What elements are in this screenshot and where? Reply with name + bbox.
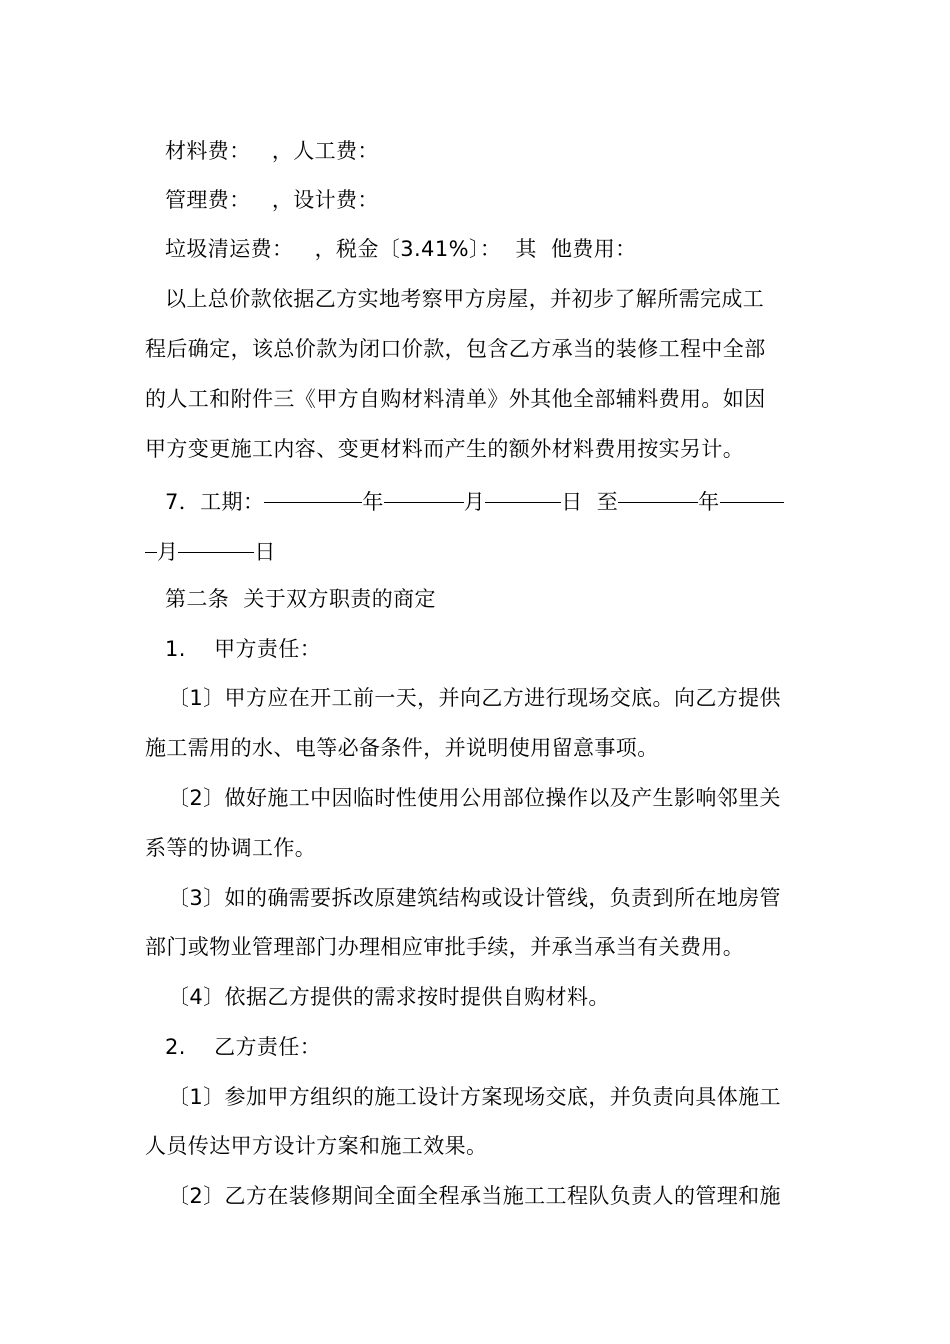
clause-line: 〔4〕依据乙方提供的需求按时提供自购材料。 (168, 985, 610, 1009)
day-unit: 日 (254, 540, 276, 564)
paragraph-line: 甲方变更施工内容、变更材料而产生的额外材料费用按实另计。 (145, 437, 745, 461)
section-heading-party-a: 1. 甲方责任： (165, 637, 322, 661)
schedule-label: 7．工期： (165, 490, 265, 514)
blank-field (178, 524, 254, 553)
paragraph-line: 程后确定，该总价款为闭口价款，包含乙方承当的装修工程中全部 (145, 337, 766, 361)
fee-line-cleanup-tax: 垃圾清运费： ，税金〔3.41%〕： 其 他费用： (165, 237, 637, 261)
month-unit: 月 (463, 490, 486, 514)
schedule-line-continued (145, 524, 810, 574)
clause-line: 〔1〕甲方应在开工前一天，并向乙方进行现场交底。向乙方提供 (168, 686, 781, 710)
clause-line: 〔2〕做好施工中因临时性使用公用部位操作以及产生影响邻里关 (168, 786, 781, 810)
clause-line: 部门或物业管理部门办理相应审批手续，并承当承当有关费用。 (145, 935, 745, 959)
blank-field (618, 474, 698, 503)
paragraph-line: 的人工和附件三《甲方自购材料清单》外其他全部辅料费用。如因 (145, 387, 766, 411)
year-unit: 年 (698, 490, 720, 514)
blank-field (264, 474, 362, 503)
clause-line: 施工需用的水、电等必备条件，并说明使用留意事项。 (145, 736, 659, 760)
blank-field (145, 524, 157, 553)
blank-field (720, 474, 784, 503)
clause-line: 〔1〕参加甲方组织的施工设计方案现场交底，并负责向具体施工 (168, 1085, 781, 1109)
blank-field (384, 474, 464, 503)
clause-line: 系等的协调工作。 (145, 836, 317, 860)
day-unit: 日 (561, 490, 583, 514)
fee-line-management: 管理费： ，设计费： (165, 188, 379, 212)
fee-line-materials: 材料费： ，人工费： (165, 139, 379, 163)
schedule-line (165, 474, 830, 524)
to-word: 至 (596, 490, 619, 514)
blank-field (485, 474, 561, 503)
clause-line: 人员传达甲方设计方案和施工效果。 (145, 1134, 488, 1158)
paragraph-line: 以上总价款依据乙方实地考察甲方房屋，并初步了解所需完成工 (165, 287, 765, 311)
section-heading-party-b: 2. 乙方责任： (165, 1035, 322, 1059)
clause-line: 〔2〕乙方在装修期间全面全程承当施工工程队负责人的管理和施 (168, 1184, 781, 1208)
year-unit: 年 (362, 490, 384, 514)
clause-line: 〔3〕如的确需要拆改原建筑结构或设计管线，负责到所在地房管 (168, 886, 781, 910)
month-unit: 月 (157, 540, 179, 564)
article-heading: 第二条 关于双方职责的商定 (165, 587, 436, 611)
